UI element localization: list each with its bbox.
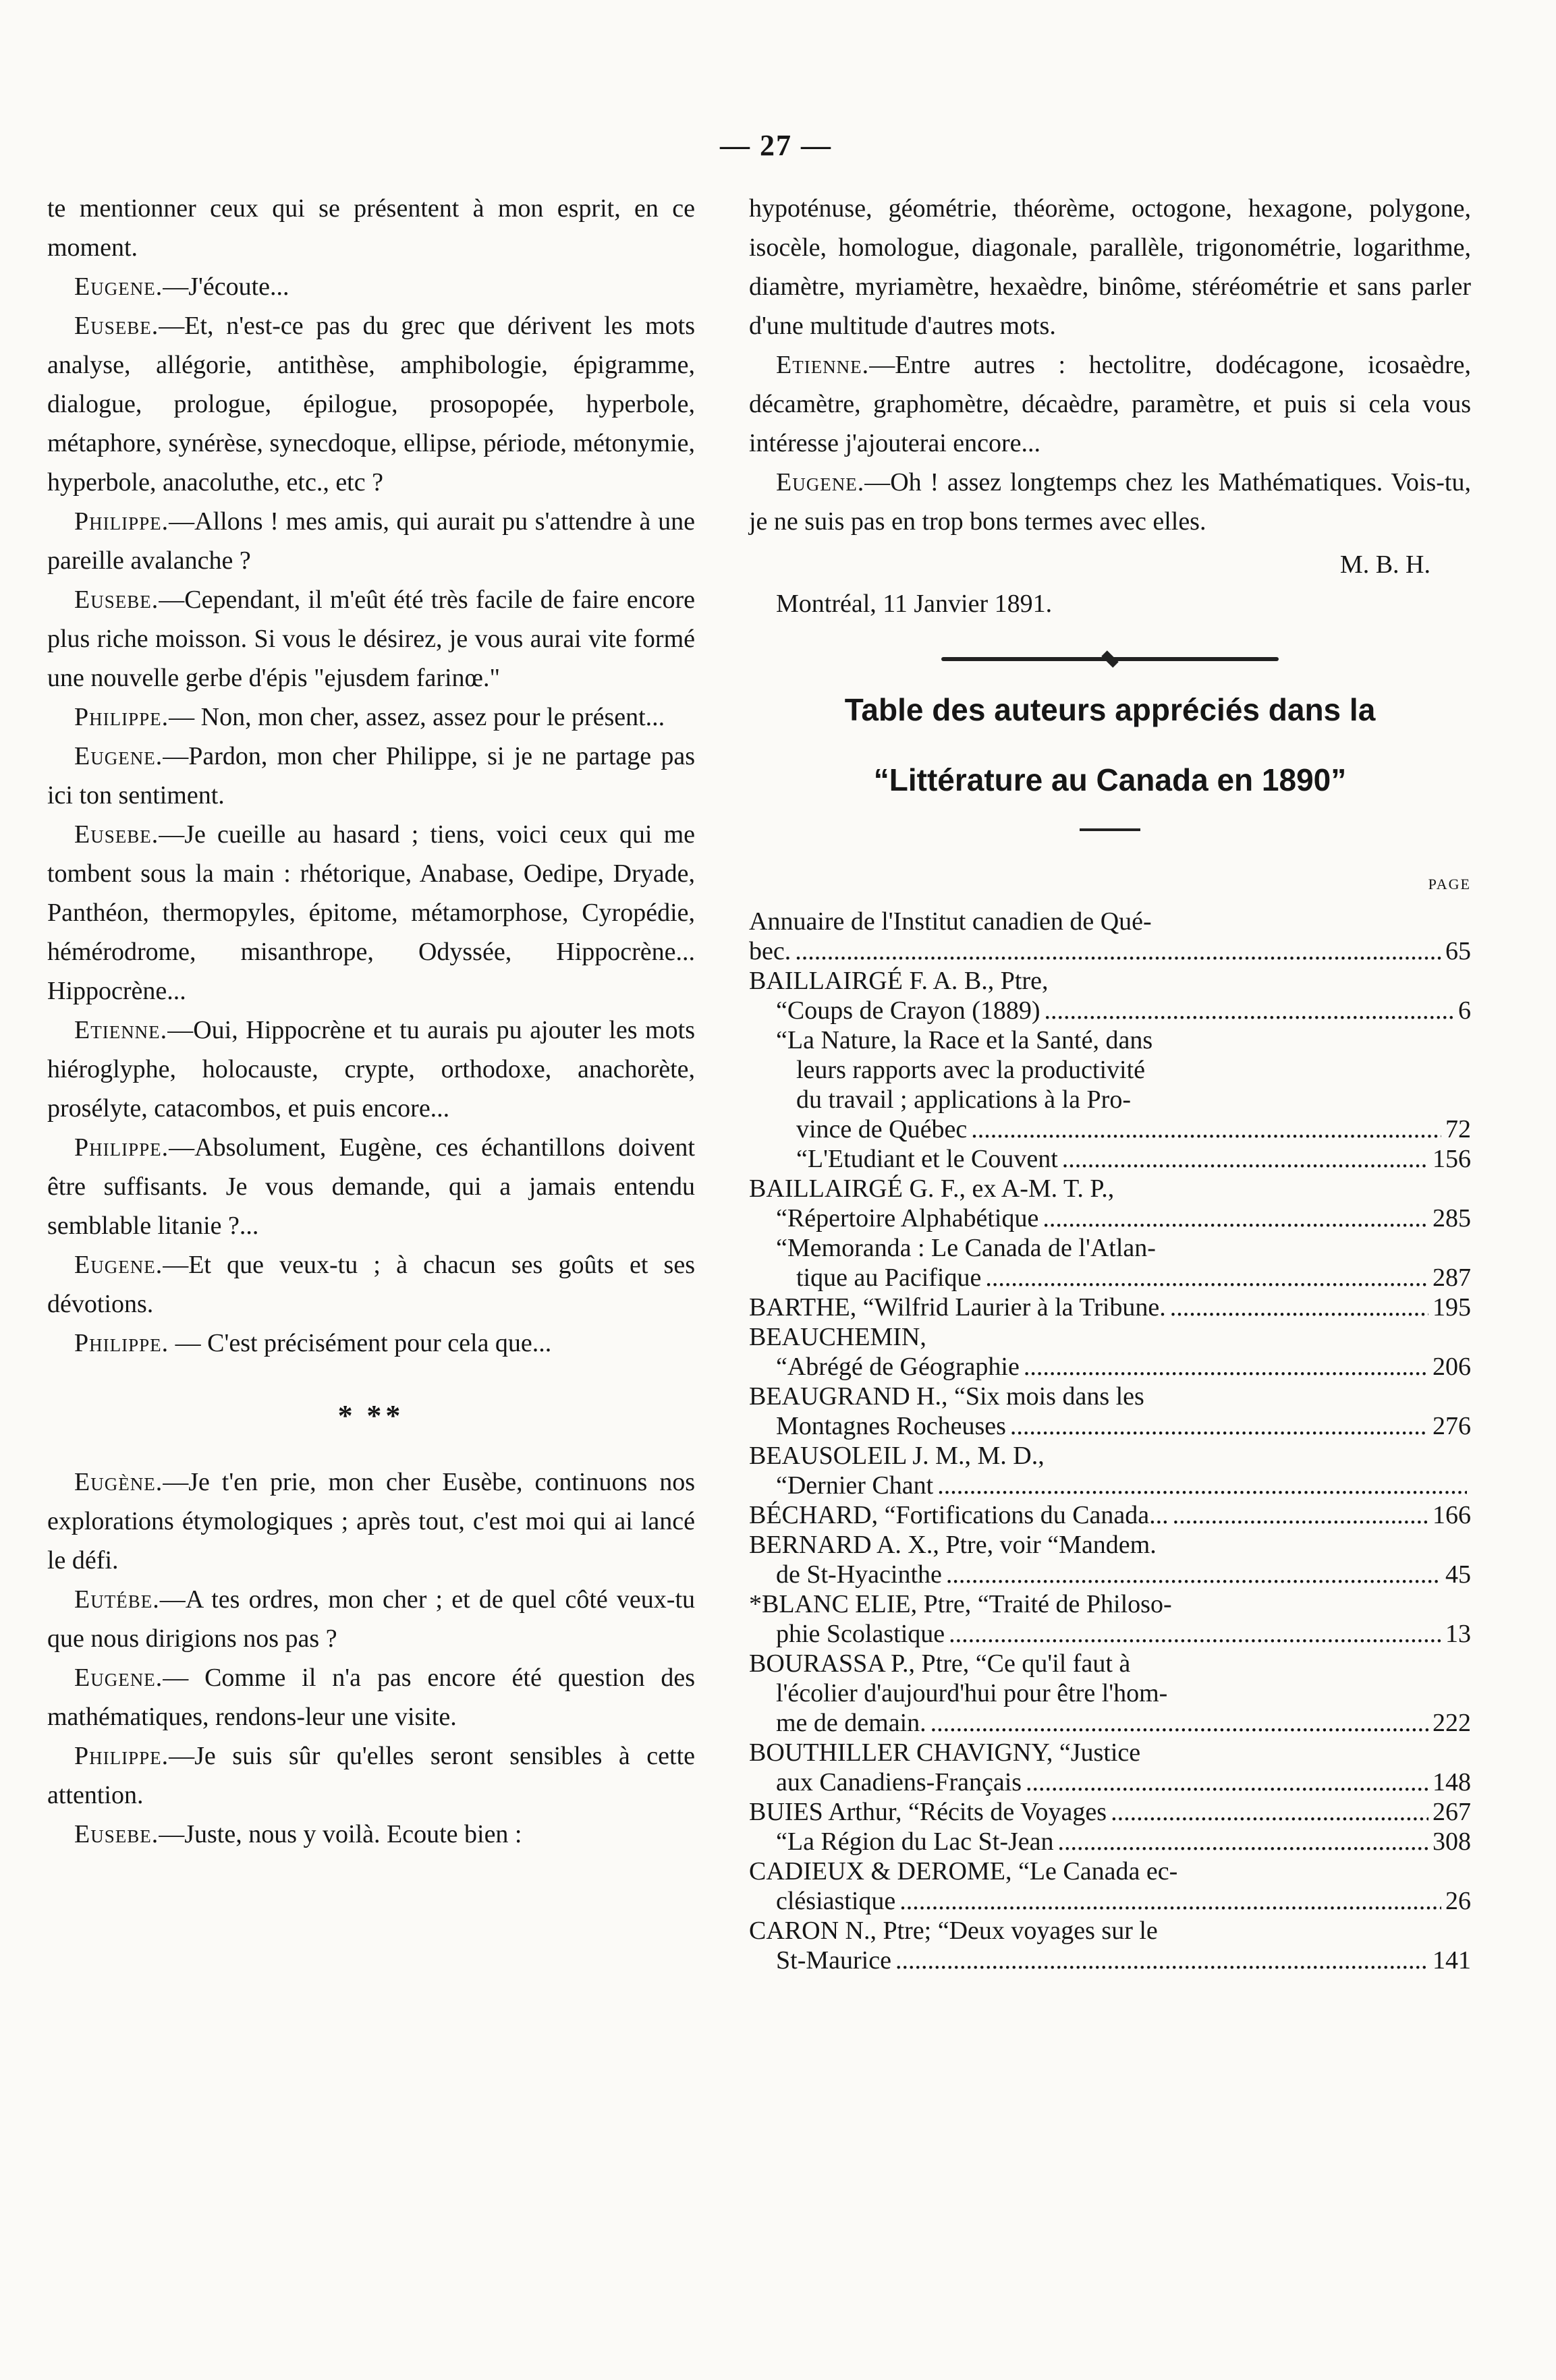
toc-entry-line: BEAUSOLEIL J. M., M. D., [749, 1442, 1045, 1470]
toc-entry-text: “L'Etudiant et le Couvent [796, 1145, 1058, 1173]
toc-title-line-2: “Littérature au Canada en 1890” [873, 762, 1347, 797]
toc-entry [749, 1233, 1471, 1293]
right-column [749, 189, 1471, 1975]
leader-dots [985, 1263, 1428, 1293]
toc-entry-line: Annuaire de l'Institut canadien de Qué- [749, 907, 1152, 936]
toc-entry [749, 1589, 1471, 1649]
toc-entry [749, 1322, 1471, 1352]
speaker-name: Eusebe. [74, 1820, 159, 1848]
speaker-name: Eusebe. [74, 312, 159, 340]
toc-entry-row [749, 1619, 1471, 1649]
leader-dots [899, 1886, 1441, 1916]
toc-entry-line: CARON N., Ptre; “Deux voyages sur le [749, 1917, 1158, 1945]
leader-dots [1010, 1411, 1428, 1441]
page-number: — 27 — [720, 129, 832, 162]
section-stars: * ** [337, 1399, 405, 1432]
toc-entry-row [749, 1411, 1471, 1441]
speaker-name: Eusebe. [74, 820, 159, 849]
leader-dots [1024, 1352, 1428, 1382]
dialogue-paragraph: Etienne.—Entre autres : hectolitre, dodécagone, icosaèdre, décamètre, graphomètre, décaèdre, paramètre, et puis si cela vous intéresse j'ajouterai encore... [749, 351, 1471, 457]
toc-entry-text: BARTHE, “Wilfrid Laurier à la Tribune. [749, 1293, 1166, 1322]
toc-page-number: 206 [1433, 1353, 1471, 1381]
leader-dots [949, 1619, 1441, 1649]
toc-entry-line: BOUTHILLER CHAVIGNY, “Justice [749, 1738, 1141, 1767]
toc-entry-text: aux Canadiens-Français [776, 1768, 1022, 1796]
dialogue-paragraph: Eusebe.—Et, n'est-ce pas du grec que dérivent les mots analyse, allégorie, antithèse, amphibologie, épigramme, dialogue, prologue, épilogue, prosopopée, hyperbole, métaphore, synérèse, synecdoque, ellipse, période, métonymie, hyperbole, anacoluthe, etc., etc ? [47, 312, 695, 497]
toc-title-line-1: Table des auteurs appréciés dans la [844, 692, 1376, 727]
leader-dots [937, 1471, 1467, 1500]
speaker-name: Eugene. [74, 1251, 163, 1279]
toc-page-number: 45 [1445, 1560, 1471, 1589]
toc-entry [749, 1174, 1471, 1203]
toc-entry-row [749, 1293, 1471, 1322]
dialogue-paragraph: Eusebe.—Juste, nous y voilà. Ecoute bien : [74, 1820, 522, 1848]
toc-entry [749, 1441, 1471, 1471]
toc-entry-text: me de demain. [776, 1709, 926, 1737]
toc-entry-line: BAILLAIRGÉ G. F., ex A-M. T. P., [749, 1174, 1115, 1203]
leader-dots [1045, 996, 1454, 1025]
toc-entry [749, 1025, 1471, 1144]
page-column-label: PAGE [1428, 876, 1471, 893]
speaker-name: Eugene. [74, 742, 163, 770]
toc-entry [749, 996, 1471, 1025]
table-of-authors [749, 907, 1471, 1975]
toc-page-number: 26 [1445, 1887, 1471, 1915]
toc-entry-text: bec. [749, 937, 791, 965]
leader-dots [1062, 1144, 1428, 1174]
leader-dots [795, 936, 1441, 966]
toc-entry [749, 1144, 1471, 1174]
toc-entry [749, 966, 1471, 996]
toc-page-number: 287 [1433, 1264, 1471, 1292]
dialogue-paragraph: Philippe.— Non, mon cher, assez, assez pour le présent... [74, 703, 665, 731]
toc-entry-text: vince de Québec [796, 1115, 968, 1143]
toc-entry-text: “Répertoire Alphabétique [776, 1204, 1039, 1232]
toc-entry [749, 1471, 1471, 1500]
toc-entry-text: BÉCHARD, “Fortifications du Canada... [749, 1501, 1169, 1529]
toc-entry-row [749, 1114, 1471, 1144]
toc-page-number: 148 [1433, 1768, 1471, 1796]
toc-entry [749, 1382, 1471, 1441]
place-date: Montréal, 11 Janvier 1891. [776, 590, 1053, 618]
speaker-name: Eutébe. [74, 1585, 160, 1614]
leader-dots [930, 1708, 1428, 1738]
toc-entry-line: BERNARD A. X., Ptre, voir “Mandem. [749, 1531, 1157, 1559]
toc-entry-line: leurs rapports avec la productivité [796, 1056, 1146, 1084]
toc-entry-row [749, 1827, 1471, 1857]
toc-entry-row [749, 996, 1471, 1025]
toc-entry-line: BEAUCHEMIN, [749, 1323, 926, 1351]
dialogue-paragraph: Eugene.—J'écoute... [74, 273, 289, 301]
dialogue-paragraph: te mentionner ceux qui se présentent à mon esprit, en ce moment. [47, 194, 695, 262]
toc-entry [749, 907, 1471, 966]
toc-page-number: 72 [1445, 1115, 1471, 1143]
dialogue-paragraph: Eusebe.—Je cueille au hasard ; tiens, voici ceux qui me tombent sous la main : rhétorique, Anabase, Oedipe, Dryade, Panthéon, thermopyles, épitome, métamorphose, Cyropédie, hémérodrome, misanthrope, Odyssée, Hippocrène... Hippocrène... [47, 820, 695, 1005]
toc-entry-row [749, 1471, 1471, 1500]
toc-entry-row [749, 1946, 1471, 1975]
dialogue-paragraph: Eugene.—Oh ! assez longtemps chez les Mathématiques. Vois-tu, je ne suis pas en trop bons termes avec elles. [749, 468, 1471, 536]
toc-entry-text: “La Région du Lac St-Jean [776, 1828, 1054, 1856]
toc-entry [749, 1857, 1471, 1916]
toc-entry-text: de St-Hyacinthe [776, 1560, 942, 1589]
toc-page-number: 267 [1433, 1798, 1471, 1826]
toc-entry-text: “Abrégé de Géographie [776, 1353, 1020, 1381]
speaker-name: Philippe. [74, 703, 169, 731]
toc-entry-text: St-Maurice [776, 1946, 891, 1975]
toc-entry [749, 1738, 1471, 1797]
dialogue-paragraph: Philippe. — C'est précisément pour cela que... [74, 1329, 552, 1357]
toc-entry [749, 1293, 1471, 1322]
toc-entry-row [749, 1797, 1471, 1827]
leader-dots [971, 1114, 1441, 1144]
speaker-name: Philippe. [74, 507, 169, 536]
speaker-name: Etienne. [74, 1016, 168, 1044]
toc-entry-text: “Coups de Crayon (1889) [776, 996, 1040, 1025]
speaker-name: Eugene. [74, 1664, 163, 1692]
speaker-name: Philippe. [74, 1742, 169, 1770]
toc-entry-row [749, 1886, 1471, 1916]
toc-page-number: 222 [1433, 1709, 1471, 1737]
toc-entry-row [749, 1352, 1471, 1382]
toc-entry-row [749, 1708, 1471, 1738]
signature: M. B. H. [1339, 550, 1430, 579]
toc-entry-row [749, 1767, 1471, 1797]
dialogue-paragraph: Eutébe.—A tes ordres, mon cher ; et de quel côté veux-tu que nous dirigions nos pas ? [47, 1585, 695, 1653]
toc-entry-line: *BLANC ELIE, Ptre, “Traité de Philoso- [749, 1590, 1172, 1618]
toc-entry-line: CADIEUX & DEROME, “Le Canada ec- [749, 1857, 1178, 1886]
toc-entry-row [749, 1560, 1471, 1589]
toc-entry-text: tique au Pacifique [796, 1264, 982, 1292]
toc-entry [749, 1797, 1471, 1827]
dialogue-paragraph: Philippe.—Allons ! mes amis, qui aurait pu s'attendre à une pareille avalanche ? [47, 507, 695, 575]
toc-entry-line: BOURASSA P., Ptre, “Ce qu'il faut à [749, 1649, 1131, 1678]
toc-page-number: 13 [1445, 1620, 1471, 1648]
toc-page-number: 276 [1433, 1412, 1471, 1440]
leader-dots [1026, 1767, 1428, 1797]
speaker-name: Eugène. [74, 1468, 163, 1496]
speaker-name: Philippe. [74, 1133, 169, 1162]
toc-entry-text: Montagnes Rocheuses [776, 1412, 1006, 1440]
toc-entry [749, 1500, 1471, 1530]
toc-page-number: 6 [1458, 996, 1471, 1025]
toc-entry-line: “Memoranda : Le Canada de l'Atlan- [776, 1234, 1156, 1262]
toc-entry-text: “Dernier Chant [776, 1471, 934, 1500]
dialogue-paragraph: Eugène.—Je t'en prie, mon cher Eusèbe, continuons nos explorations étymologiques ; après tout, c'est moi qui ai lancé le défi. [47, 1468, 695, 1575]
toc-entry-row [749, 1263, 1471, 1293]
toc-entry-text: clésiastique [776, 1887, 896, 1915]
left-column [47, 189, 695, 1854]
leader-dots [1111, 1797, 1428, 1827]
dialogue-paragraph: hypoténuse, géométrie, théorème, octogone, hexagone, polygone, isocèle, homologue, diagonale, parallèle, trigonométrie, logarithme, diamètre, myriamètre, hexaèdre, binôme, stéréométrie et sans parler d'une multitude d'autres mots. [749, 194, 1471, 340]
toc-page-number: 141 [1433, 1946, 1471, 1975]
dialogue-paragraph: Philippe.—Je suis sûr qu'elles seront sensibles à cette attention. [47, 1742, 695, 1809]
leader-dots [1058, 1827, 1428, 1857]
toc-entry [749, 1649, 1471, 1738]
leader-dots [895, 1946, 1428, 1975]
toc-entry-row [749, 1144, 1471, 1174]
toc-page-number: 166 [1433, 1501, 1471, 1529]
toc-page-number: 195 [1433, 1293, 1471, 1322]
toc-entry-line: l'écolier d'aujourd'hui pour être l'hom- [776, 1679, 1168, 1707]
dialogue-paragraph: Eusebe.—Cependant, il m'eût été très facile de faire encore plus riche moisson. Si vous le désirez, je vous aurai vite formé une nouvelle gerbe d'épis "ejusdem farinœ." [47, 586, 695, 692]
toc-entry-text: phie Scolastique [776, 1620, 945, 1648]
toc-page-number: 285 [1433, 1204, 1471, 1232]
toc-entry-line: du travail ; applications à la Pro- [796, 1085, 1131, 1114]
toc-entry-line: BEAUGRAND H., “Six mois dans les [749, 1382, 1144, 1411]
toc-entry [749, 1530, 1471, 1589]
toc-page-number: 156 [1433, 1145, 1471, 1173]
speaker-name: Eugene. [776, 468, 865, 497]
toc-entry-text: BUIES Arthur, “Récits de Voyages [749, 1798, 1107, 1826]
speaker-name: Eusebe. [74, 586, 159, 614]
toc-entry [749, 1827, 1471, 1857]
leader-dots [946, 1560, 1441, 1589]
leader-dots [1170, 1293, 1428, 1322]
toc-entry [749, 1203, 1471, 1233]
speaker-name: Eugene. [74, 273, 163, 301]
leader-dots [1043, 1203, 1428, 1233]
short-rule [1080, 828, 1140, 831]
toc-entry-line: “La Nature, la Race et la Santé, dans [776, 1026, 1153, 1054]
toc-entry-line: BAILLAIRGÉ F. A. B., Ptre, [749, 967, 1049, 995]
toc-entry [749, 1352, 1471, 1382]
toc-entry-row [749, 1203, 1471, 1233]
toc-page-number: 308 [1433, 1828, 1471, 1856]
dialogue-paragraph: Philippe.—Absolument, Eugène, ces échantillons doivent être suffisants. Je vous demande, qui a jamais entendu semblable litanie ?... [47, 1133, 695, 1240]
dialogue-paragraph: Eugene.—Et que veux-tu ; à chacun ses goûts et ses dévotions. [47, 1251, 695, 1318]
toc-entry-row [749, 936, 1471, 966]
leader-dots [1173, 1500, 1428, 1530]
toc-entry [749, 1916, 1471, 1975]
toc-entry-row [749, 1500, 1471, 1530]
ornamental-rule [941, 657, 1279, 661]
speaker-name: Philippe. [74, 1329, 169, 1357]
toc-page-number: 65 [1445, 937, 1471, 965]
dialogue-paragraph: Eugene.—Pardon, mon cher Philippe, si je ne partage pas ici ton sentiment. [47, 742, 695, 810]
speaker-name: Etienne. [776, 351, 870, 379]
dialogue-paragraph: Etienne.—Oui, Hippocrène et tu aurais pu ajouter les mots hiéroglyphe, holocauste, crypte, orthodoxe, anachorète, prosélyte, catacombos, et puis encore... [47, 1016, 695, 1123]
dialogue-paragraph: Eugene.— Comme il n'a pas encore été question des mathématiques, rendons-leur une visite. [47, 1664, 695, 1731]
